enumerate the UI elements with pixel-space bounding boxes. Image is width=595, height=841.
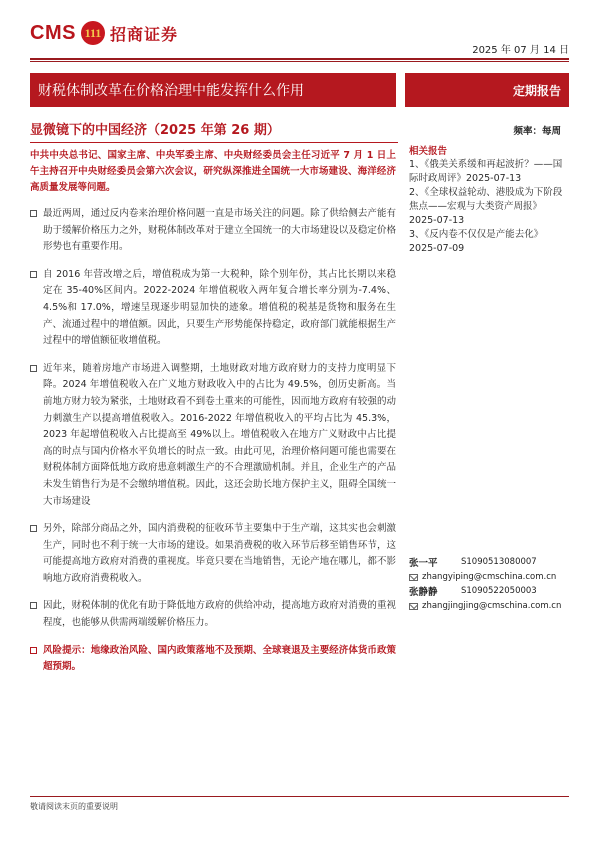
analyst-license: S1090522050003: [461, 586, 537, 596]
analyst-block: [409, 554, 569, 584]
report-type-bar: [405, 73, 569, 107]
report-date: 2025 年 07 月 14 日: [472, 45, 569, 56]
analyst-block: [409, 583, 569, 613]
analyst-email[interactable]: zhangjingjing@cmschina.com.cn: [422, 601, 562, 611]
analyst-license: S1090513080007: [461, 557, 537, 567]
bullet-item: [30, 206, 396, 256]
risk-warning: [30, 643, 396, 676]
square-bullet-icon: [30, 210, 37, 217]
report-type: 定期报告: [512, 83, 561, 98]
header-divider: [30, 58, 569, 60]
analyst-name: 张一平: [409, 558, 438, 569]
related-report-link[interactable]: 1、《俄美关系缓和再起波折？——国际时政周评》2025-07-13: [409, 159, 563, 184]
related-report-link[interactable]: 3、《反内卷不仅仅是产能去化》2025-07-09: [409, 229, 544, 254]
analyst-email[interactable]: zhangyiping@cmschina.com.cn: [422, 572, 557, 582]
square-bullet-icon: [30, 647, 37, 654]
mail-icon: [409, 603, 418, 610]
report-subtitle: 显微镜下的中国经济（2025 年第 26 期）: [30, 123, 280, 138]
bullet-text: 另外，除部分商品之外，国内消费税的征收环节主要集中于生产端，这其实也会刺激生产，同时也不利于统一大市场的建设。如果消费税的收入环节后移至销售环节，这可能提高地方政府对消费的重视度。毕竟只要在当地销售，无论产地在哪儿，都不影响地方政府消费税收入。: [43, 523, 396, 584]
square-bullet-icon: [30, 365, 37, 372]
mail-icon: [409, 574, 418, 581]
logo-latin: CMS: [30, 21, 76, 44]
footer-divider: [30, 796, 569, 797]
bullet-text: 自 2016 年营改增之后，增值税成为第一大税种，除个别年份，其占比长期以来稳定在 35-40%区间内。2022-2024 年增值税收入两年复合增长率分别为-7.4%、4.5%和 17.0%，增速呈现逐步明显加快的迹象。增值税的税基是货物和服务在生产、流通过程中的增值额。因此，只要生产形势能保持稳定，政府部门就能根据生产过程中的增值额征收增值税。: [43, 268, 396, 347]
square-bullet-icon: [30, 525, 37, 532]
bullet-text: 因此，财税体制的优化有助于降低地方政府的供给冲动，提高地方政府对消费的重视程度，也能够从供需两端缓解价格压力。: [43, 600, 396, 629]
logo-mark-icon: 111: [81, 21, 105, 45]
related-report-link[interactable]: 2、《全球权益轮动、港股成为下阶段焦点——宏观与大类资产周报》2025-07-13: [409, 187, 563, 226]
summary-paragraph: 中共中央总书记、国家主席、中央军委主席、中央财经委员会主任习近平 7 月 1 日上午主持召开中央财经委员会第六次会议，研究纵深推进全国统一大市场建设、海洋经济高质量发展等问题。: [30, 150, 396, 193]
bullet-item: [30, 521, 396, 587]
bullet-list: [30, 206, 396, 687]
bullet-text: 近年来，随着房地产市场进入调整期，土地财政对地方政府财力的支持力度明显下降。2024 年增值税收入在广义地方财政收入中的占比为 49.5%，创历史新高。当前地方财力较为紧张，土地财政看不到卷土重来的可能性，因而地方政府有较强的动力刺激生产以提高增值税收入。2016-2022 年增值税收入的平均占比为 45.3%，2023 年起增值税收入占比提高至 49%以上。增值税收入在地方广义财政中占比提高的时点与国内价格水平负增长的时点一致。由此可见，治理价格问题可能也需要在财税体制方面降低地方政府患意刺激生产的不合理激励机制。并且，企业生产的产品未发生销售行为是不会缴纳增值税。因此，这还会助长地方保护主义，阻碍全国统一大市场建设: [43, 362, 396, 507]
risk-text: 风险提示：地缘政治风险、国内政策落地不及预期、全球衰退及主要经济体货币政策超预期。: [43, 644, 396, 673]
bullet-item: [30, 598, 396, 631]
square-bullet-icon: [30, 602, 37, 609]
report-frequency: 频率：每周: [513, 126, 561, 137]
bullet-item: [30, 361, 396, 510]
footer-note: 敬请阅读末页的重要说明: [30, 802, 118, 811]
header-divider-thin: [30, 61, 569, 62]
bullet-text: 最近两周，通过反内卷来治理价格问题一直是市场关注的问题。除了供给侧去产能有助于缓解价格压力之外，财税体制改革对于建立全国统一的大市场建设以及稳定价格形势也有重要作用。: [43, 208, 396, 253]
report-title-bar: [30, 73, 396, 107]
cms-logo: [30, 20, 178, 46]
analyst-name: 张静静: [409, 587, 438, 598]
related-reports-heading: 相关报告: [409, 146, 448, 157]
square-bullet-icon: [30, 271, 37, 278]
related-reports-list: [409, 158, 569, 256]
subtitle-divider: [30, 142, 398, 143]
logo-chinese: 招商证券: [109, 24, 178, 44]
bullet-item: [30, 267, 396, 350]
report-title: 财税体制改革在价格治理中能发挥什么作用: [38, 83, 304, 99]
